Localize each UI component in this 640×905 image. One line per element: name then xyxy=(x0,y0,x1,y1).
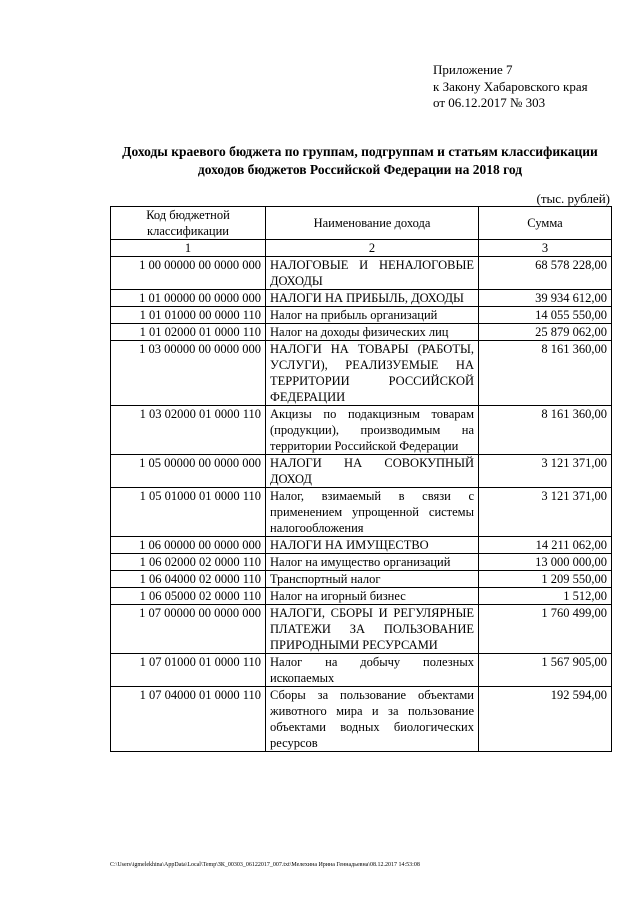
row-amount: 25 879 062,00 xyxy=(479,324,612,341)
row-code: 1 06 04000 02 0000 110 xyxy=(111,571,266,588)
row-amount: 192 594,00 xyxy=(479,687,612,752)
appendix-block xyxy=(433,62,588,112)
row-name: НАЛОГОВЫЕ И НЕНАЛОГОВЫЕ ДОХОДЫ xyxy=(266,257,479,290)
row-amount: 1 567 905,00 xyxy=(479,654,612,687)
row-name: НАЛОГИ НА ИМУЩЕСТВО xyxy=(266,537,479,554)
column-number-row xyxy=(111,240,612,257)
header-code: Код бюджетной классификации xyxy=(111,207,266,240)
table-row xyxy=(111,571,612,588)
header-name: Наименование дохода xyxy=(266,207,479,240)
table-row xyxy=(111,257,612,290)
row-code: 1 01 00000 00 0000 000 xyxy=(111,290,266,307)
row-code: 1 05 00000 00 0000 000 xyxy=(111,455,266,488)
table-row xyxy=(111,324,612,341)
row-code: 1 06 05000 02 0000 110 xyxy=(111,588,266,605)
table-row xyxy=(111,341,612,406)
row-code: 1 03 00000 00 0000 000 xyxy=(111,341,266,406)
appendix-number: Приложение 7 xyxy=(433,62,513,77)
row-code: 1 06 02000 02 0000 110 xyxy=(111,554,266,571)
row-amount: 1 209 550,00 xyxy=(479,571,612,588)
row-name: НАЛОГИ НА ПРИБЫЛЬ, ДОХОДЫ xyxy=(266,290,479,307)
row-code: 1 03 02000 01 0000 110 xyxy=(111,406,266,455)
row-code: 1 07 01000 01 0000 110 xyxy=(111,654,266,687)
row-amount: 3 121 371,00 xyxy=(479,488,612,537)
appendix-law: к Закону Хабаровского края xyxy=(433,78,588,94)
row-name: Налог, взимаемый в связи с применением упрощенной системы налогообложения xyxy=(266,488,479,537)
appendix-date: от 06.12.2017 № 303 xyxy=(433,95,546,110)
row-amount: 8 161 360,00 xyxy=(479,341,612,406)
row-name: Акцизы по подакцизным товарам (продукции), производимым на территории Российской Федерации xyxy=(266,406,479,455)
row-code: 1 01 01000 00 0000 110 xyxy=(111,307,266,324)
document-title: Доходы краевого бюджета по группам, подгруппам и статьям классификации доходов бюджетов Российской Федерации на 2018 год xyxy=(122,144,598,177)
row-amount: 3 121 371,00 xyxy=(479,455,612,488)
row-name: Сборы за пользование объектами животного мира и за пользование объектами водных биологических ресурсов xyxy=(266,687,479,752)
table-row xyxy=(111,654,612,687)
row-amount: 13 000 000,00 xyxy=(479,554,612,571)
row-amount: 1 512,00 xyxy=(479,588,612,605)
row-amount: 68 578 228,00 xyxy=(479,257,612,290)
units-label: (тыс. рублей) xyxy=(536,191,610,206)
column-number: 1 xyxy=(111,240,266,257)
table-row xyxy=(111,687,612,752)
table-row xyxy=(111,605,612,654)
table-row xyxy=(111,455,612,488)
row-name: Налог на прибыль организаций xyxy=(266,307,479,324)
row-name: Налог на игорный бизнес xyxy=(266,588,479,605)
row-amount: 1 760 499,00 xyxy=(479,605,612,654)
table-row xyxy=(111,307,612,324)
row-code: 1 00 00000 00 0000 000 xyxy=(111,257,266,290)
header-amount: Сумма xyxy=(479,207,612,240)
row-code: 1 07 04000 01 0000 110 xyxy=(111,687,266,752)
table-row xyxy=(111,537,612,554)
column-number: 3 xyxy=(479,240,612,257)
table-row xyxy=(111,588,612,605)
table-row xyxy=(111,290,612,307)
table-row xyxy=(111,554,612,571)
row-code: 1 01 02000 01 0000 110 xyxy=(111,324,266,341)
table-row xyxy=(111,406,612,455)
row-amount: 39 934 612,00 xyxy=(479,290,612,307)
row-name: НАЛОГИ НА ТОВАРЫ (РАБОТЫ, УСЛУГИ), РЕАЛИЗУЕМЫЕ НА ТЕРРИТОРИИ РОССИЙСКОЙ ФЕДЕРАЦИИ xyxy=(266,341,479,406)
row-name: НАЛОГИ, СБОРЫ И РЕГУЛЯРНЫЕ ПЛАТЕЖИ ЗА ПОЛЬЗОВАНИЕ ПРИРОДНЫМИ РЕСУРСАМИ xyxy=(266,605,479,654)
table-row xyxy=(111,488,612,537)
row-code: 1 05 01000 01 0000 110 xyxy=(111,488,266,537)
row-name: Налог на доходы физических лиц xyxy=(266,324,479,341)
row-code: 1 07 00000 00 0000 000 xyxy=(111,605,266,654)
file-path-footer: C:\Users\igmelekhina\AppData\Local\Temp\ЗК_00303_06122017_007.txt\Мелехина Ирина Геннадьевна\08.12.2017 14:53:08 xyxy=(110,862,420,868)
income-table xyxy=(110,206,612,752)
row-name: Налог на добычу полезных ископаемых xyxy=(266,654,479,687)
column-number: 2 xyxy=(266,240,479,257)
row-name: НАЛОГИ НА СОВОКУПНЫЙ ДОХОД xyxy=(266,455,479,488)
row-name: Транспортный налог xyxy=(266,571,479,588)
row-amount: 14 211 062,00 xyxy=(479,537,612,554)
row-amount: 14 055 550,00 xyxy=(479,307,612,324)
row-code: 1 06 00000 00 0000 000 xyxy=(111,537,266,554)
row-name: Налог на имущество организаций xyxy=(266,554,479,571)
table-header-row xyxy=(111,207,612,240)
row-amount: 8 161 360,00 xyxy=(479,406,612,455)
